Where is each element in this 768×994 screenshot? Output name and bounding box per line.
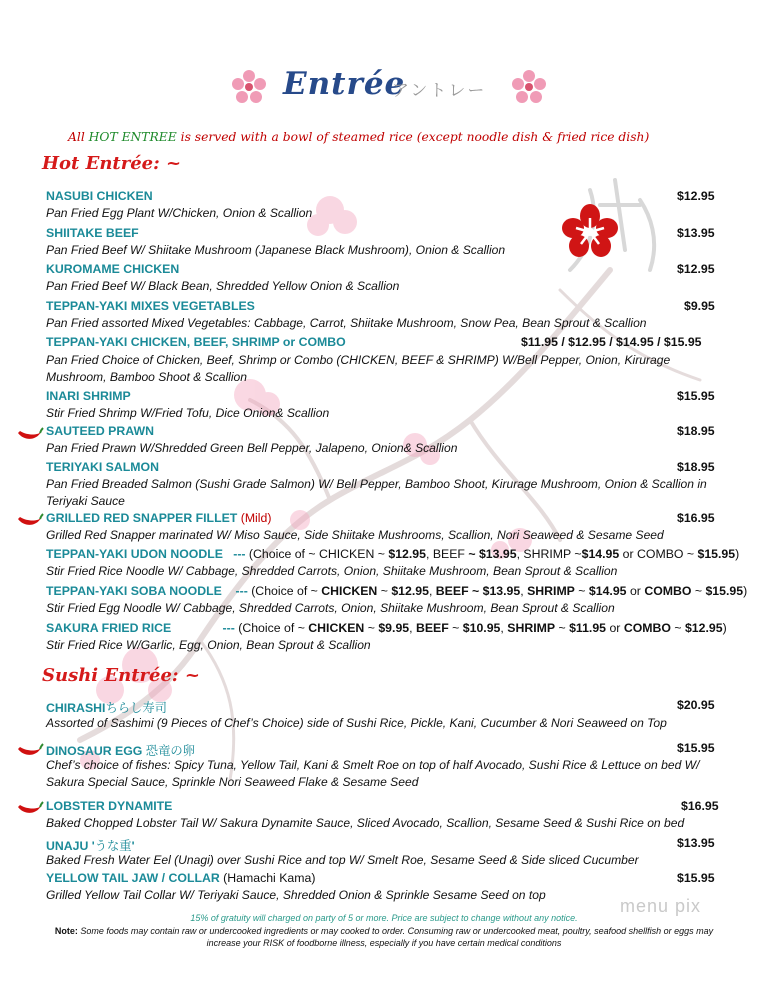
item-description: Mushroom, Bamboo Shoot & Scallion — [46, 370, 247, 384]
chili-pepper-icon — [16, 513, 44, 529]
item-price: $13.95 — [677, 836, 715, 850]
item-name: TERIYAKI SALMON — [46, 460, 159, 474]
item-description: Pan Fried Egg Plant W/Chicken, Onion & Scallion — [46, 206, 313, 220]
item-price: $16.95 — [677, 511, 715, 525]
chili-pepper-icon — [16, 743, 44, 759]
item-description: Baked Chopped Lobster Tail W/ Sakura Dynamite Sauce, Sliced Avocado, Scallion, Sesame Seed & Sushi Rice on bed — [46, 816, 685, 830]
health-note: Note: Some foods may contain raw or undercooked ingredients or may cooked to order. Consuming raw or undercooked meat, poultry, seafood shellfish or eggs may — [54, 926, 714, 936]
item-name: SAUTEED PRAWN — [46, 424, 154, 438]
item-description: Grilled Red Snapper marinated W/ Miso Sauce, Side Shiitake Mushrooms, Scallion, Nori Seaweed & Sesame Seed — [46, 528, 664, 542]
item-name: LOBSTER DYNAMITE — [46, 799, 173, 813]
item-description: Pan Fried Prawn W/Shredded Green Bell Pepper, Jalapeno, Onion& Scallion — [46, 441, 458, 455]
item-name: SHIITAKE BEEF — [46, 226, 139, 240]
item-price: $15.95 — [677, 871, 715, 885]
page-title: Entrée — [283, 66, 406, 102]
sakura-logo-icon — [560, 204, 620, 260]
chili-pepper-icon — [16, 801, 44, 817]
item-price: $20.95 — [677, 698, 715, 712]
item-name: YELLOW TAIL JAW / COLLAR (Hamachi Kama) — [46, 871, 316, 885]
item-description: Baked Fresh Water Eel (Unagi) over Sushi Rice and top W/ Smelt Roe, Sesame Seed & Side sliced Cucumber — [46, 853, 639, 867]
item-description: Grilled Yellow Tail Collar W/ Teriyaki Sauce, Shredded Onion & Sprinkle Sesame Seed on top — [46, 888, 546, 902]
item-name: UNAJU 'うな重' — [46, 839, 135, 853]
item-name-sakura-fried-rice: SAKURA FRIED RICE --- (Choice of ~ CHICKEN ~ $9.95, BEEF ~ $10.95, SHRIMP ~ $11.95 or COMBO ~ $12.95) — [46, 621, 727, 635]
item-price: $13.95 — [677, 226, 715, 240]
item-name: NASUBI CHICKEN — [46, 189, 153, 203]
item-price: $11.95 / $12.95 / $14.95 / $15.95 — [521, 335, 702, 349]
health-note-line2: increase your RISK of foodborne illness, especially if you have certain medical conditions — [206, 938, 562, 948]
mild-label: (Mild) — [240, 511, 272, 525]
item-description: Stir Fried Rice W/Garlic, Egg, Onion, Bean Sprout & Scallion — [46, 638, 371, 652]
item-price: $16.95 — [681, 799, 719, 813]
item-name: TEPPAN-YAKI CHICKEN, BEEF, SHRIMP or COMBO — [46, 335, 346, 349]
item-name: INARI SHRIMP — [46, 389, 131, 403]
page-title-japanese: アントレー — [392, 81, 487, 100]
item-description: Stir Fried Egg Noodle W/ Cabbage, Shredded Carrots, Onion, Shiitake Mushroom, Bean Sprout & Scallion — [46, 601, 615, 615]
item-description: Pan Fried Choice of Chicken, Beef, Shrimp or Combo (CHICKEN, BEEF & SHRIMP) W/Bell Pepper, Onion, Kirurage — [46, 353, 671, 367]
section-heading-sushi: Sushi Entrée: ~ — [42, 665, 200, 686]
cherry-blossom-icon — [232, 70, 266, 104]
item-description: Teriyaki Sauce — [46, 494, 125, 508]
item-name-soba: TEPPAN-YAKI SOBA NOODLE --- (Choice of ~ CHICKEN ~ $12.95, BEEF ~ $13.95, SHRIMP ~ $14.95 or COMBO ~ $15.95) — [46, 584, 748, 598]
item-name: CHIRASHIちらし寿司 — [46, 701, 167, 715]
item-description: Stir Fried Shrimp W/Fried Tofu, Dice Onion& Scallion — [46, 406, 330, 420]
gratuity-note: 15% of gratuity will charged on party of 5 or more. Price are subject to change without any notice. — [190, 913, 578, 923]
item-description: Sakura Special Sauce, Sprinkle Nori Seaweed Flake & Sesame Seed — [46, 775, 419, 789]
item-description: Stir Fried Rice Noodle W/ Cabbage, Shredded Carrots, Onion, Shiitake Mushroom, Bean Sprout & Scallion — [46, 564, 618, 578]
item-price: $12.95 — [677, 262, 715, 276]
item-description: Pan Fried assorted Mixed Vegetables: Cabbage, Carrot, Shiitake Mushroom, Snow Pea, Bean Sprout & Scallion — [46, 316, 647, 330]
item-description: Pan Fried Beef W/ Shiitake Mushroom (Japanese Black Mushroom), Onion & Scallion — [46, 243, 506, 257]
watermark: menu pix — [620, 896, 702, 916]
item-price: $15.95 — [677, 741, 715, 755]
item-description: Pan Fried Beef W/ Black Bean, Shredded Yellow Onion & Scallion — [46, 279, 400, 293]
item-name: GRILLED RED SNAPPER FILLET (Mild) — [46, 511, 272, 525]
item-name: DINOSAUR EGG 恐竜の卵 — [46, 744, 195, 758]
item-price: $18.95 — [677, 424, 715, 438]
item-name-udon: TEPPAN-YAKI UDON NOODLE --- (Choice of ~ CHICKEN ~ $12.95, BEEF ~ $13.95, SHRIMP ~$14.95 or COMBO ~ $15.95) — [46, 547, 740, 561]
cherry-blossom-icon — [512, 70, 546, 104]
section-heading-hot: Hot Entrée: ~ — [42, 153, 182, 174]
item-name: KUROMAME CHICKEN — [46, 262, 180, 276]
rice-note: All HOT ENTREE is served with a bowl of steamed rice (except noodle dish & fried rice dish) — [68, 130, 650, 144]
item-price: $12.95 — [677, 189, 715, 203]
item-price: $9.95 — [684, 299, 715, 313]
item-description: Assorted of Sashimi (9 Pieces of Chef’s Choice) side of Sushi Rice, Pickle, Kani, Cucumber & Nori Seaweed on Top — [46, 716, 667, 730]
item-price: $18.95 — [677, 460, 715, 474]
chili-pepper-icon — [16, 427, 44, 443]
item-description: Chef’s choice of fishes: Spicy Tuna, Yellow Tail, Kani & Smelt Roe on top of half Avocado, Sushi Rice & Lettuce on bed W/ — [46, 758, 700, 772]
item-description: Pan Fried Breaded Salmon (Sushi Grade Salmon) W/ Bell Pepper, Bamboo Shoot, Kirurage Mushroom, Onion & Scallion in — [46, 477, 707, 491]
item-price: $15.95 — [677, 389, 715, 403]
item-name: TEPPAN-YAKI MIXES VEGETABLES — [46, 299, 255, 313]
